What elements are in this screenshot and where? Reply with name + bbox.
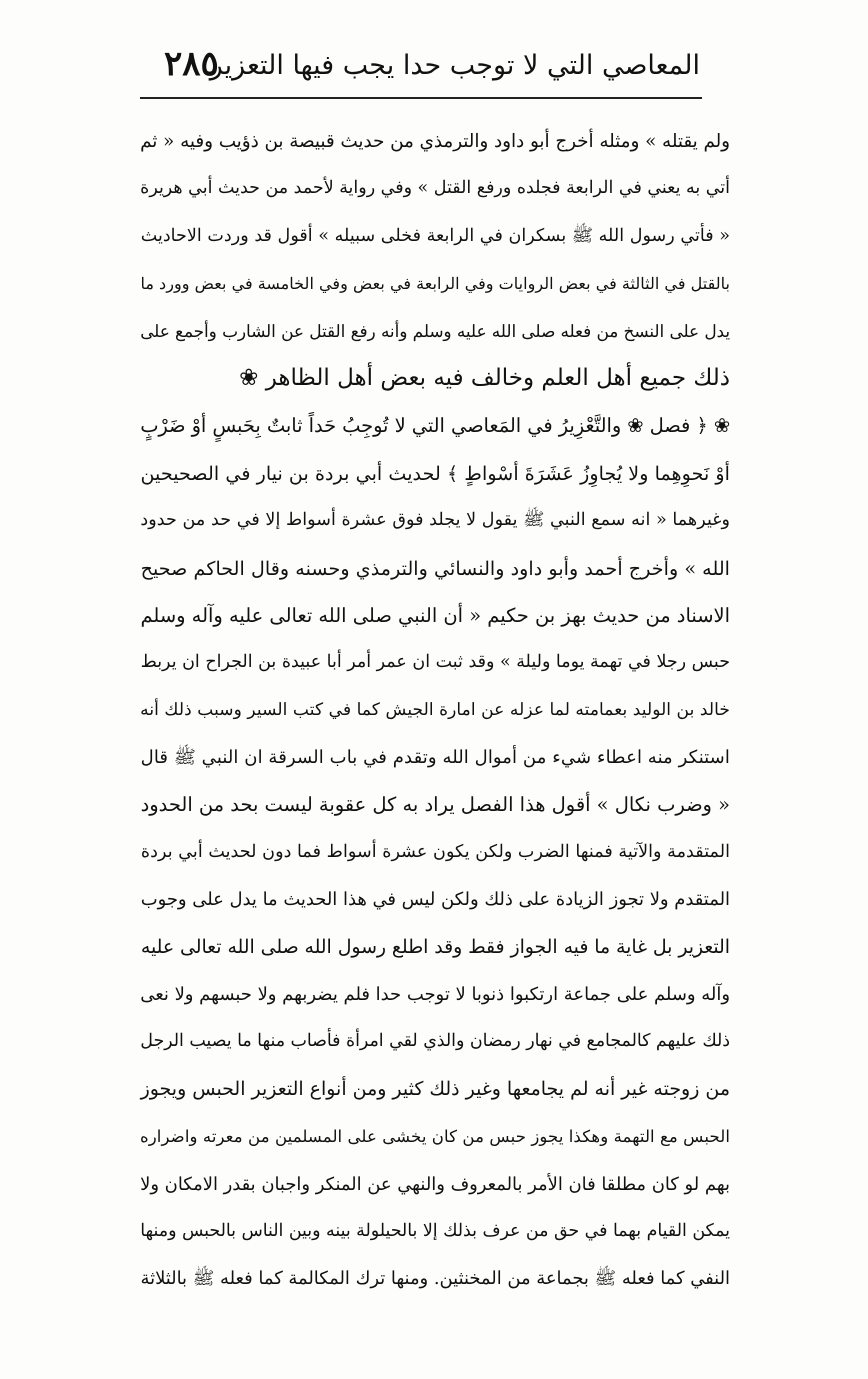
text-line-7: ❀ ﴿ فصل ❀ والتَّعْزِيرُ في المَعاصي التي لا تُوجِبُ حَداً ثابتٌ بِحَبسٍ أوْ ضَرْبٍ — [140, 414, 730, 438]
header-rule — [140, 97, 702, 99]
text-line-3: « فأتي رسول الله ﷺ بسكران في الرابعة فخلى سبيله » أقول قد وردت الاحاديث — [140, 225, 730, 246]
text-line-8: أوْ نَحوِهِما ولا يُجاوِزُ عَشَرَةَ أسْواطٍ ﴾ لحديث أبي بردة بن نيار في الصحيحين — [140, 461, 730, 485]
running-head — [140, 42, 700, 90]
text-line-17: المتقدم ولا تجوز الزيادة على ذلك ولكن ليس في هذا الحديث ما يدل على وجوب — [140, 889, 730, 911]
text-line-9: وغيرهما « انه سمع النبي ﷺ يقول لا يجلد فوق عشرة أسواط إلا في حد من حدود — [140, 510, 730, 531]
text-line-16: المتقدمة والآتية فمنها الضرب ولكن يكون عشرة أسواط فما دون لحديث أبي بردة — [140, 841, 730, 862]
text-line-5: يدل على النسخ من فعله صلى الله عليه وسلم وأنه رفع القتل عن الشارب وأجمع على — [140, 320, 730, 341]
text-line-13: خالد بن الوليد بعمامته لما عزله عن امارة الجيش كما في كتب السير وسبب ذلك أنه — [140, 699, 730, 720]
page-number: ٢٨٥ — [164, 44, 219, 84]
body-text — [128, 118, 730, 1298]
text-line-1: ولم يقتله » ومثله أخرج أبو داود والترمذي من حديث قبيصة بن ذؤيب وفيه « ثم — [140, 131, 730, 152]
text-line-22: الحبس مع التهمة وهكذا يجوز حبس من كان يخشى على المسلمين من معرته واضراره — [139, 1126, 730, 1147]
text-line-10: الله » وأخرج أحمد وأبو داود والنسائي والترمذي وحسنه وقال الحاكم صحيح — [140, 556, 730, 580]
text-line-14: استنكر منه اعطاء شيء من أموال الله وتقدم في باب السرقة ان النبي ﷺ قال — [140, 747, 730, 769]
text-line-12: حبس رجلا في تهمة يوما وليلة » وقد ثبت ان عمر أمر أبا عبيدة بن الجراح ان يربط — [140, 652, 730, 673]
text-line-19: وآله وسلم على جماعة ارتكبوا ذنوبا لا توجب حدا فلم يضربهم ولا حبسهم ولا نعى — [140, 984, 730, 1006]
text-line-25: النفي كما فعله ﷺ بجماعة من المخنثين. ومنها ترك المكالمة كما فعله ﷺ بالثلاثة — [140, 1268, 730, 1290]
text-line-23: بهم لو كان مطلقا فان الأمر بالمعروف والنهي عن المنكر واجبان بقدر الامكان ولا — [140, 1173, 730, 1195]
text-line-2: أتي به يعني في الرابعة فجلده ورفع القتل » وفي رواية لأحمد من حديث أبي هريرة — [140, 178, 730, 199]
text-line-4: بالقتل في الثالثة في بعض الروايات وفي الرابعة في بعض وفي الخامسة في بعض وورد ما — [140, 274, 730, 294]
text-line-20: ذلك عليهم كالمجامع في نهار رمضان والذي لقي امرأة فأصاب منها ما يصيب الرجل — [140, 1031, 730, 1052]
text-line-6: ذلك جميع أهل العلم وخالف فيه بعض أهل الظاهر ❀ — [239, 364, 730, 391]
text-line-24: يمكن القيام بهما في حق من عرف بذلك إلا بالحيلولة بينه وبين الناس بالحبس ومنها — [140, 1220, 730, 1241]
text-line-18: التعزير بل غاية ما فيه الجواز فقط وقد اطلع رسول الله صلى الله تعالى عليه — [140, 936, 730, 958]
running-title: المعاصي التي لا توجب حدا يجب فيها التعزير — [209, 50, 700, 81]
text-line-15: « وضرب نكال » أقول هذا الفصل يراد به كل عقوبة ليست بحد من الحدود — [140, 793, 730, 817]
text-line-21: من زوجته غير أنه لم يجامعها وغير ذلك كثير ومن أنواع التعزير الحبس ويجوز — [140, 1077, 730, 1100]
text-line-11: الاسناد من حديث بهز بن حكيم « أن النبي صلى الله تعالى عليه وآله وسلم — [140, 603, 730, 627]
